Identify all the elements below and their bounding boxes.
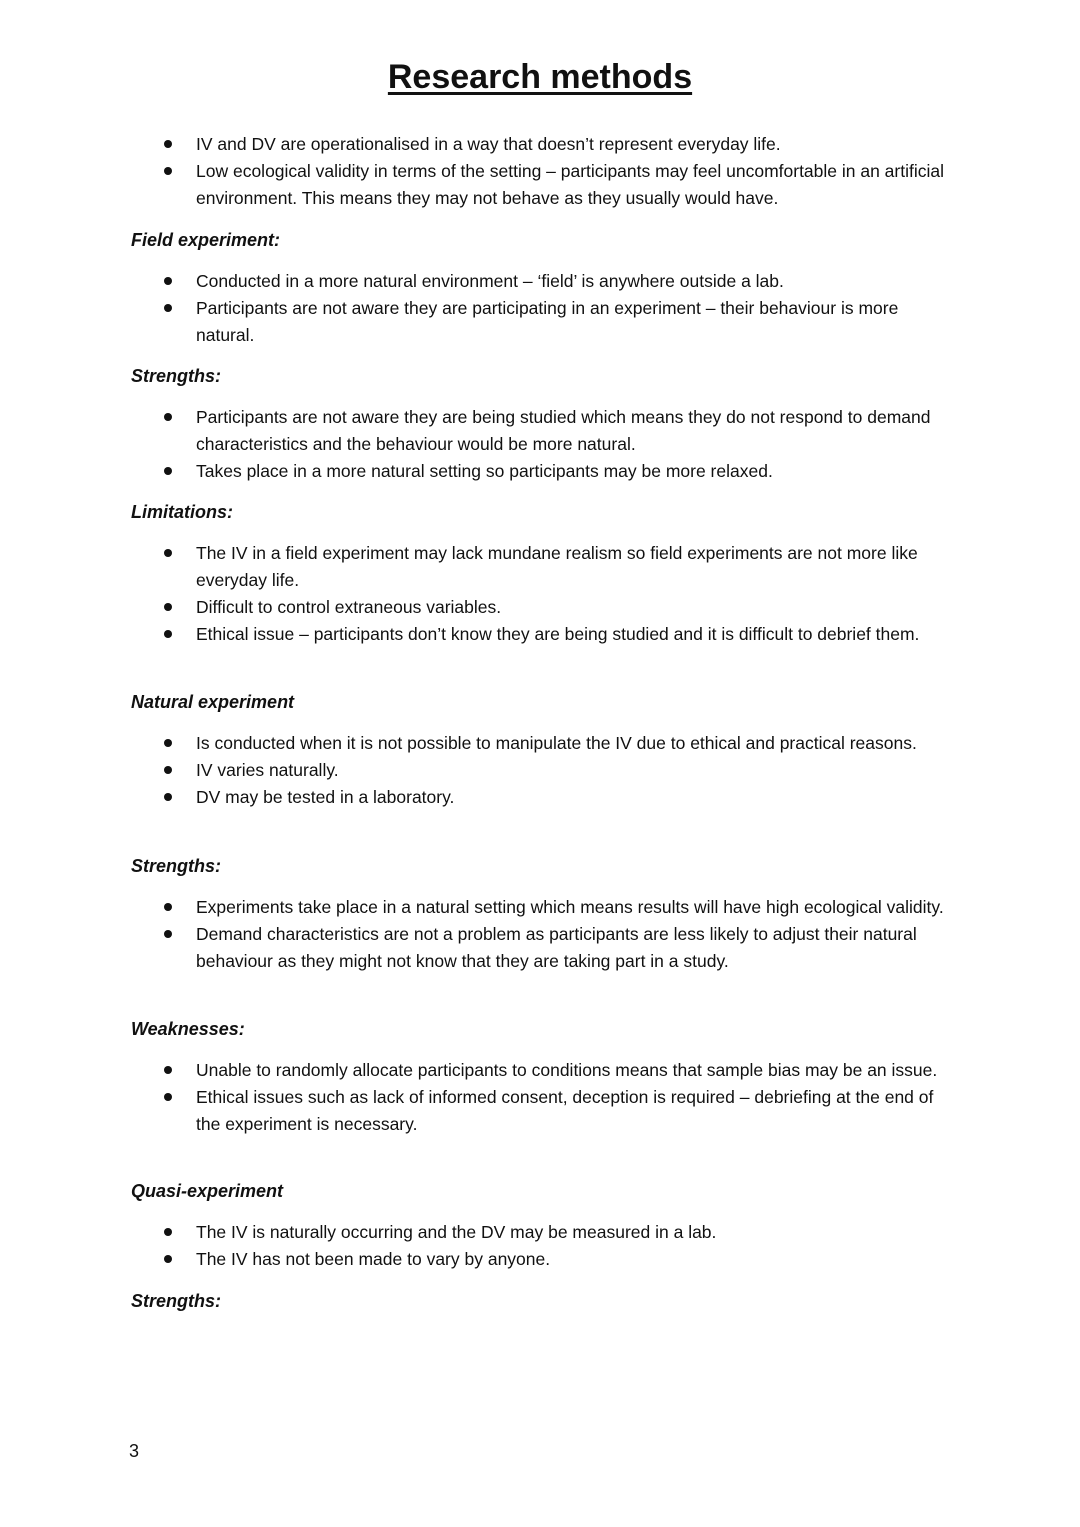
list-item: Ethical issues such as lack of informed consent, deception is required – debriefing at the end of the experiment is necessary. [0,1084,956,1137]
natural-strengths-heading: Strengths: [131,856,221,876]
list-item: Takes place in a more natural setting so participants may be more relaxed. [0,458,956,485]
list-item: Ethical issue – participants don’t know they are being studied and it is difficult to debrief them. [0,621,956,648]
list-item: The IV is naturally occurring and the DV may be measured in a lab. [0,1219,956,1246]
list-item: IV varies naturally. [0,757,956,784]
field-limitations-heading: Limitations: [131,502,233,522]
list-item: The IV has not been made to vary by anyone. [0,1246,956,1273]
list-item: Conducted in a more natural environment – ‘field’ is anywhere outside a lab. [0,268,956,295]
quasi-experiment-heading: Quasi-experiment [131,1181,284,1201]
list-item: IV and DV are operationalised in a way that doesn’t represent everyday life. [0,131,956,158]
lab-limitations-list [0,131,1080,212]
field-strengths-list [0,404,1080,485]
list-item: Unable to randomly allocate participants to conditions means that sample bias may be an issue. [0,1057,956,1084]
list-item: Is conducted when it is not possible to manipulate the IV due to ethical and practical reasons. [0,730,956,757]
list-item: Participants are not aware they are being studied which means they do not respond to demand characteristics and the behaviour would be more natural. [0,404,956,457]
quasi-experiment-list [0,1219,1080,1273]
list-item: Experiments take place in a natural setting which means results will have high ecological validity. [0,894,956,921]
list-item: Low ecological validity in terms of the setting – participants may feel uncomfortable in an artificial environment. This means they may not behave as they usually would have. [0,158,956,211]
list-item: DV may be tested in a laboratory. [0,784,956,811]
page-number: 3 [129,1441,140,1461]
list-item: The IV in a field experiment may lack mundane realism so field experiments are not more like everyday life. [0,540,956,593]
page-title: Research methods [387,58,693,96]
natural-weaknesses-heading: Weaknesses: [131,1019,245,1039]
natural-strengths-list [0,894,1080,975]
list-item: Difficult to control extraneous variables. [0,594,956,621]
natural-experiment-list [0,730,1080,811]
field-strengths-heading: Strengths: [131,366,221,386]
natural-experiment-heading: Natural experiment [131,692,295,712]
list-item: Demand characteristics are not a problem as participants are less likely to adjust their natural behaviour as they might not know that they are taking part in a study. [0,921,956,974]
field-limitations-list [0,540,1080,648]
list-item: Participants are not aware they are participating in an experiment – their behaviour is more natural. [0,295,956,348]
quasi-strengths-heading: Strengths: [131,1291,221,1311]
field-experiment-list [0,268,1080,349]
field-experiment-heading: Field experiment: [131,230,281,250]
natural-weaknesses-list [0,1057,1080,1138]
